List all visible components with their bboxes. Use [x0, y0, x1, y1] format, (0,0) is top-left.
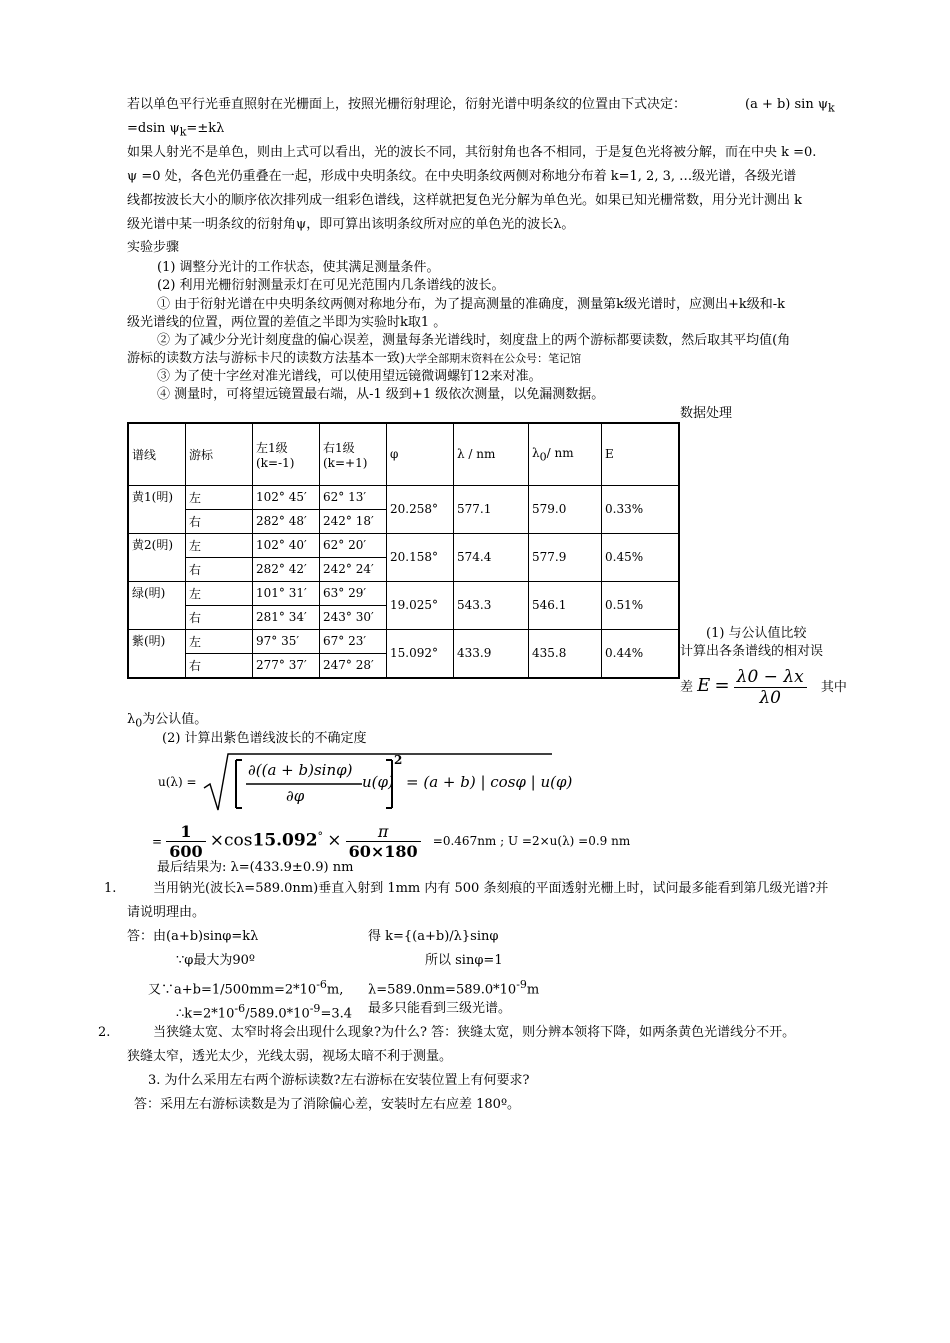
- cell-left-order: 282° 48′: [253, 509, 320, 533]
- a1-l4a-sup2: -9: [309, 1002, 321, 1015]
- q1-line2: 请说明理由。: [127, 905, 206, 920]
- q2-number: 2.: [98, 1025, 111, 1040]
- step-2a-line2: 级光谱线的位置，两位置的差值之半即为实验时k取1 。: [127, 315, 447, 330]
- formula-left: (a + b) sin ψ: [745, 97, 829, 112]
- header-lambda0-sub: 0: [539, 449, 547, 463]
- vernier-right: 右: [186, 509, 253, 533]
- a1-l3a-sup: -6: [316, 978, 327, 991]
- cell-error: 0.33%: [602, 485, 680, 533]
- a1-line1-left: 答：由(a+b)sinφ=kλ: [127, 929, 259, 944]
- intro-line1-text: 若以单色平行光垂直照射在光栅面上，按照光栅衍射理论，衍射光谱中明条纹的位置由下式决定：: [127, 97, 687, 112]
- row-name: 紫(明): [128, 629, 186, 678]
- calc-f1-den: 600: [169, 842, 203, 862]
- intro-line1: [127, 97, 686, 113]
- intro-line2-b: =±kλ: [186, 121, 225, 136]
- step-2c: ③ 为了使十字丝对准光谱线，可以使用望远镜微调螺钉12来对准。: [157, 369, 542, 384]
- cell-phi: 20.158°: [387, 533, 454, 581]
- intro-line2-a: =dsin ψ: [127, 121, 180, 136]
- step-2b-text: 游标的读数方法与游标卡尺的读数方法基本一致): [127, 351, 406, 366]
- a1-l3a-text: 又∵a+b=1/500mm=2*10: [148, 982, 317, 998]
- vernier-right: 右: [186, 605, 253, 629]
- row-name: 绿(明): [128, 581, 186, 629]
- vernier-left: 左: [186, 485, 253, 509]
- intro-para-line1: 如果人射光不是单色，则由上式可以看出，光的波长不同，其衍射角也各不相同，于是复色光将被分解，而在中央 k =0.: [127, 145, 817, 160]
- intro-line2: [127, 121, 224, 141]
- side-line1: (1) 与公认值比较: [706, 626, 807, 641]
- lambda0-note: [127, 712, 207, 732]
- cell-right-order: 62° 20′: [320, 533, 387, 557]
- calc-fraction-2: [346, 822, 421, 861]
- step-2: (2) 利用光栅衍射测量汞灯在可见光范围内几条谱线的波长。: [157, 278, 505, 293]
- header-error: E: [602, 423, 680, 485]
- vernier-right: 右: [186, 653, 253, 678]
- step-1: (1) 调整分光计的工作状态，使其满足测量条件。: [157, 260, 440, 275]
- cell-error: 0.51%: [602, 581, 680, 629]
- calc-fraction-1: [166, 822, 205, 861]
- q2-line1: 当狭缝太宽、太窄时将会出现什么现象?为什么? 答：狭缝太宽，则分辨本领将下降，如两条黄色光谱线分不开。: [153, 1025, 796, 1040]
- formula-sub-k: k: [828, 101, 835, 115]
- table-row: [128, 629, 679, 653]
- header-phi: φ: [387, 423, 454, 485]
- intro-para-line3: 线都按波长大小的顺序依次排列成一组彩色谱线，这样就把复色光分解为单色光。如果已知光栅常数，用分光计测出 k: [127, 193, 803, 208]
- calc-times-2: ×: [327, 830, 342, 851]
- square-exponent: 2: [394, 753, 403, 767]
- cell-right-order: 242° 24′: [320, 557, 387, 581]
- q2-line2: 狭缝太窄，透光太少，光线太弱，视场太暗不利于测量。: [127, 1049, 453, 1064]
- lambda0-sub: 0: [135, 716, 143, 730]
- vernier-right: 右: [186, 557, 253, 581]
- cell-lambda: 577.1: [454, 485, 529, 533]
- a3-line: 答：采用左右游标读数是为了消除偏心差，安装时左右应差 180º。: [134, 1097, 521, 1112]
- cell-lambda0: 435.8: [529, 629, 602, 678]
- intro-formula: [745, 97, 835, 117]
- calc-cos: cos: [224, 830, 253, 851]
- cell-right-order: 67° 23′: [320, 629, 387, 653]
- header-lambda: λ / nm: [454, 423, 529, 485]
- side-line2: 计算出各条谱线的相对误: [680, 644, 824, 659]
- intro-para-line2: ψ =0 处，各色光仍重叠在一起，形成中央明条纹。在中央明条纹两侧对称地分布着 k=1, 2, 3, …级光谱，各级光谱: [127, 169, 797, 184]
- fraction-denominator: λ0: [759, 688, 781, 708]
- cell-phi: 15.092°: [387, 629, 454, 678]
- cell-right-order: 242° 18′: [320, 509, 387, 533]
- calc-deg: °: [317, 830, 324, 843]
- uncertainty-rhs: = (a + b) | cosφ | u(φ): [406, 773, 573, 791]
- u-phi: u(φ): [362, 773, 394, 791]
- vernier-left: 左: [186, 629, 253, 653]
- intro-line2-sub: k: [179, 125, 187, 139]
- q1-line1: 当用钠光(波长λ=589.0nm)垂直入射到 1mm 内有 500 条刻痕的平面透射光栅上时，试问最多能看到第几级光谱?并: [153, 881, 829, 896]
- partial-numerator: ∂((a + b)sinφ): [248, 761, 353, 779]
- q3-line: 3. 为什么采用左右两个游标读数?左右游标在安装位置上有何要求?: [148, 1073, 530, 1088]
- side-cha: 差: [680, 680, 694, 695]
- side-formula: [680, 666, 847, 706]
- a1-l4a-text: ∴k=2*10: [176, 1006, 235, 1022]
- table-caption: 数据处理: [680, 406, 733, 421]
- a1-line3-right: [368, 977, 539, 998]
- side-qizhong: 其中: [820, 680, 847, 695]
- cell-left-order: 101° 31′: [253, 581, 320, 605]
- intro-para-line4: 级光谱中某一明条纹的衍射角ψ，即可算出该明条纹所对应的单色光的波长λ。: [127, 217, 575, 232]
- header-right-label: 右1级: [323, 440, 355, 455]
- q1-number: 1.: [104, 881, 117, 896]
- cell-phi: 19.025°: [387, 581, 454, 629]
- vernier-left: 左: [186, 533, 253, 557]
- a1-line2-left: ∵φ最大为90º: [176, 953, 256, 968]
- calc-result: =0.467nm ; U =2×u(λ) =0.9 nm: [432, 834, 631, 849]
- cell-lambda0: 577.9: [529, 533, 602, 581]
- uncertainty-calc: [152, 816, 631, 862]
- header-vernier: 游标: [186, 423, 253, 485]
- step-2d: ④ 测量时，可将望远镜置最右端，从-1 级到+1 级依次测量，以免漏测数据。: [157, 387, 605, 402]
- uncertainty-title: (2) 计算出紫色谱线波长的不确定度: [162, 731, 367, 746]
- calc-times-1: ×: [209, 830, 224, 851]
- u-lhs: u(λ) =: [158, 775, 197, 789]
- table-row: [128, 581, 679, 605]
- cell-error: 0.45%: [602, 533, 680, 581]
- header-left-label: 左1级: [256, 440, 288, 455]
- step-2b-line2: [127, 351, 581, 367]
- cell-lambda: 543.3: [454, 581, 529, 629]
- cell-left-order: 282° 42′: [253, 557, 320, 581]
- cell-lambda: 433.9: [454, 629, 529, 678]
- lambda0-sym: λ: [127, 712, 136, 727]
- header-lambda0-sym: λ: [532, 445, 540, 460]
- table-row: [128, 485, 679, 509]
- side-eq: =: [714, 675, 730, 696]
- row-name: 黄2(明): [128, 533, 186, 581]
- a1-l4a-end: =3.4: [320, 1006, 353, 1022]
- cell-phi: 20.258°: [387, 485, 454, 533]
- calc-eq: =: [152, 834, 163, 849]
- calc-f1-num: 1: [166, 822, 205, 842]
- side-E: E: [697, 675, 711, 696]
- calc-cosval: 15.092: [252, 830, 318, 851]
- table-row: [128, 533, 679, 557]
- step-2a-line1: ① 由于衍射光谱在中央明条纹两侧对称地分布，为了提高测量的准确度，测量第k级光谱时，应测出+k级和-k: [157, 297, 786, 312]
- cell-left-order: 102° 45′: [253, 485, 320, 509]
- a1-l3a-end: m,: [326, 982, 344, 998]
- final-result: 最后结果为: λ=(433.9±0.9) nm: [157, 860, 354, 875]
- data-table: [127, 422, 680, 679]
- a1-l4a-mid: /589.0*10: [245, 1006, 310, 1022]
- header-left-k: (k=-1): [256, 455, 295, 470]
- header-lambda0: [529, 423, 602, 485]
- cell-lambda: 574.4: [454, 533, 529, 581]
- a1-l3b-end: m: [526, 982, 540, 998]
- lambda0-rest: 为公认值。: [142, 712, 208, 727]
- relative-error-fraction: [734, 667, 807, 708]
- header-right-order: [320, 423, 387, 485]
- cell-left-order: 102° 40′: [253, 533, 320, 557]
- a1-line1-right: 得 k={(a+b)/λ}sinφ: [368, 929, 499, 944]
- cell-error: 0.44%: [602, 629, 680, 678]
- header-left-order: [253, 423, 320, 485]
- calc-f2-num: π: [346, 822, 421, 842]
- steps-title: 实验步骤: [127, 240, 180, 255]
- vernier-left: 左: [186, 581, 253, 605]
- partial-denominator: ∂φ: [286, 787, 305, 805]
- cell-lambda0: 546.1: [529, 581, 602, 629]
- a1-line4-right: 最多只能看到三级光谱。: [368, 1001, 512, 1016]
- watermark-note: 大学全部期末资料在公众号：笔记馆: [405, 352, 582, 365]
- cell-right-order: 63° 29′: [320, 581, 387, 605]
- header-lambda0-unit: / nm: [546, 445, 574, 460]
- cell-lambda0: 579.0: [529, 485, 602, 533]
- calc-f2-den: 60×180: [348, 842, 418, 862]
- table-header-row: [128, 423, 679, 485]
- row-name: 黄1(明): [128, 485, 186, 533]
- cell-right-order: 243° 30′: [320, 605, 387, 629]
- a1-l3b-sup: -9: [516, 978, 527, 991]
- a1-l4a-sup: -6: [234, 1002, 246, 1015]
- cell-right-order: 247° 28′: [320, 653, 387, 678]
- a1-line2-right: 所以 sinφ=1: [425, 953, 503, 968]
- a1-l3b-text: λ=589.0nm=589.0*10: [368, 982, 517, 998]
- a1-line4-left: [176, 1001, 352, 1022]
- header-right-k: (k=+1): [323, 455, 368, 470]
- step-2b-line1: ② 为了减少分光计刻度盘的偏心误差，测量每条光谱线时，刻度盘上的两个游标都要读数，然后取其平均值(角: [157, 333, 791, 348]
- cell-left-order: 277° 37′: [253, 653, 320, 678]
- cell-left-order: 281° 34′: [253, 605, 320, 629]
- header-line: 谱线: [128, 423, 186, 485]
- a1-line3-left: [148, 977, 343, 998]
- cell-left-order: 97° 35′: [253, 629, 320, 653]
- cell-right-order: 62° 13′: [320, 485, 387, 509]
- fraction-numerator: λ0 − λx: [734, 667, 807, 688]
